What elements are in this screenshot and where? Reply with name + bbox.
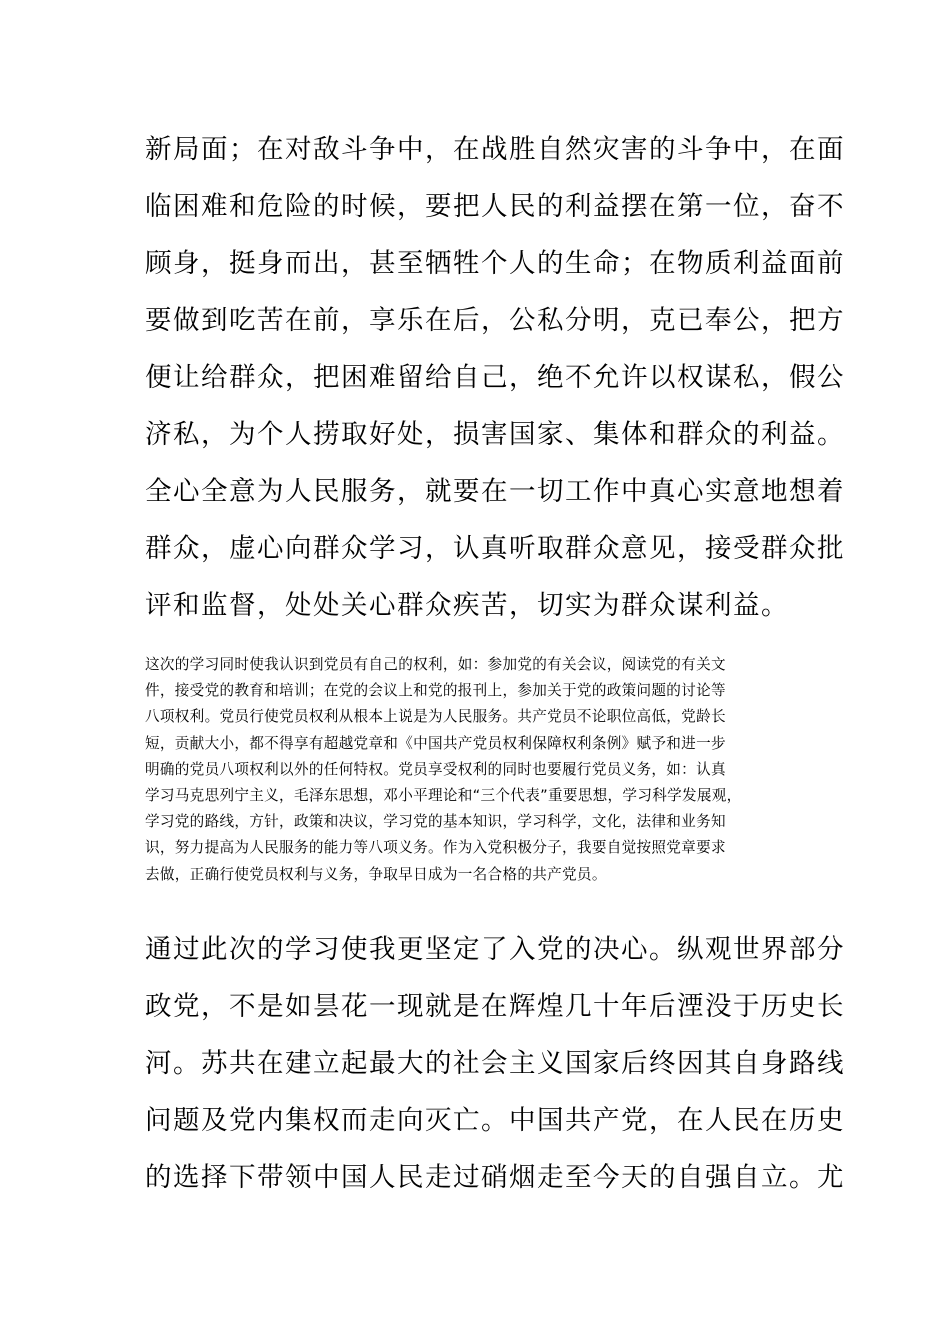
- text-line: 评和监督，处处关心群众疾苦，切实为群众谋利益。: [145, 590, 789, 621]
- text-line: 新局面；在对敌斗争中，在战胜自然灾害的斗争中，在面: [145, 134, 845, 165]
- text-line: 的选择下带领中国人民走过硝烟走至今天的自强自立。尤: [145, 1162, 845, 1193]
- text-line: 识，努力提高为人民服务的能力等八项义务。作为入党积极分子，我要自觉按照党章要求: [145, 839, 726, 857]
- paragraph-2: [145, 652, 825, 888]
- text-line: 明确的党员八项权利以外的任何特权。党员享受权利的同时也要履行党员义务，如：认真: [145, 760, 726, 778]
- text-line: 全心全意为人民服务，就要在一切工作中真心实意地想着: [145, 476, 845, 507]
- text-line: 群众，虚心向群众学习，认真听取群众意见，接受群众批: [145, 533, 845, 564]
- text-line: 政党，不是如昙花一现就是在辉煌几十年后湮没于历史长: [145, 991, 845, 1022]
- text-line: 短，贡献大小，都不得享有超越党章和《中国共产党员权利保障权利条例》赋予和进一步: [145, 734, 726, 752]
- text-line: 八项权利。党员行使党员权利从根本上说是为人民服务。共产党员不论职位高低，党龄长: [145, 708, 726, 726]
- text-line: 去做，正确行使党员权利与义务，争取早日成为一名合格的共产党员。: [145, 865, 607, 883]
- text-line: 学习党的路线，方针，政策和决议，学习党的基本知识，学习科学，文化，法律和业务知: [145, 813, 726, 831]
- text-line: 通过此次的学习使我更坚定了入党的决心。纵观世界部分: [145, 934, 845, 965]
- text-line: 济私，为个人捞取好处，损害国家、集体和群众的利益。: [145, 419, 845, 450]
- text-line: 顾身，挺身而出，甚至牺牲个人的生命；在物质利益面前: [145, 248, 845, 279]
- text-line: 临困难和危险的时候，要把人民的利益摆在第一位，奋不: [145, 191, 845, 222]
- text-line: 要做到吃苦在前，享乐在后，公私分明，克已奉公，把方: [145, 305, 845, 336]
- text-line: 问题及党内集权而走向灭亡。中国共产党，在人民在历史: [145, 1105, 845, 1136]
- text-line: 学习马克思列宁主义，毛泽东思想，邓小平理论和“三个代表”重要思想，学习科学发展观，: [145, 786, 742, 804]
- text-line: 便让给群众，把困难留给自己，绝不允许以权谋私，假公: [145, 362, 845, 393]
- text-line: 件，接受党的教育和培训；在党的会议上和党的报刊上，参加关于党的政策问题的讨论等: [145, 682, 726, 700]
- paragraph-1: [145, 121, 845, 634]
- text-line: 这次的学习同时使我认识到党员有自己的权利，如：参加党的有关会议，阅读党的有关文: [145, 656, 726, 673]
- text-line: 河。苏共在建立起最大的社会主义国家后终因其自身路线: [145, 1048, 845, 1079]
- paragraph-3: [145, 921, 845, 1206]
